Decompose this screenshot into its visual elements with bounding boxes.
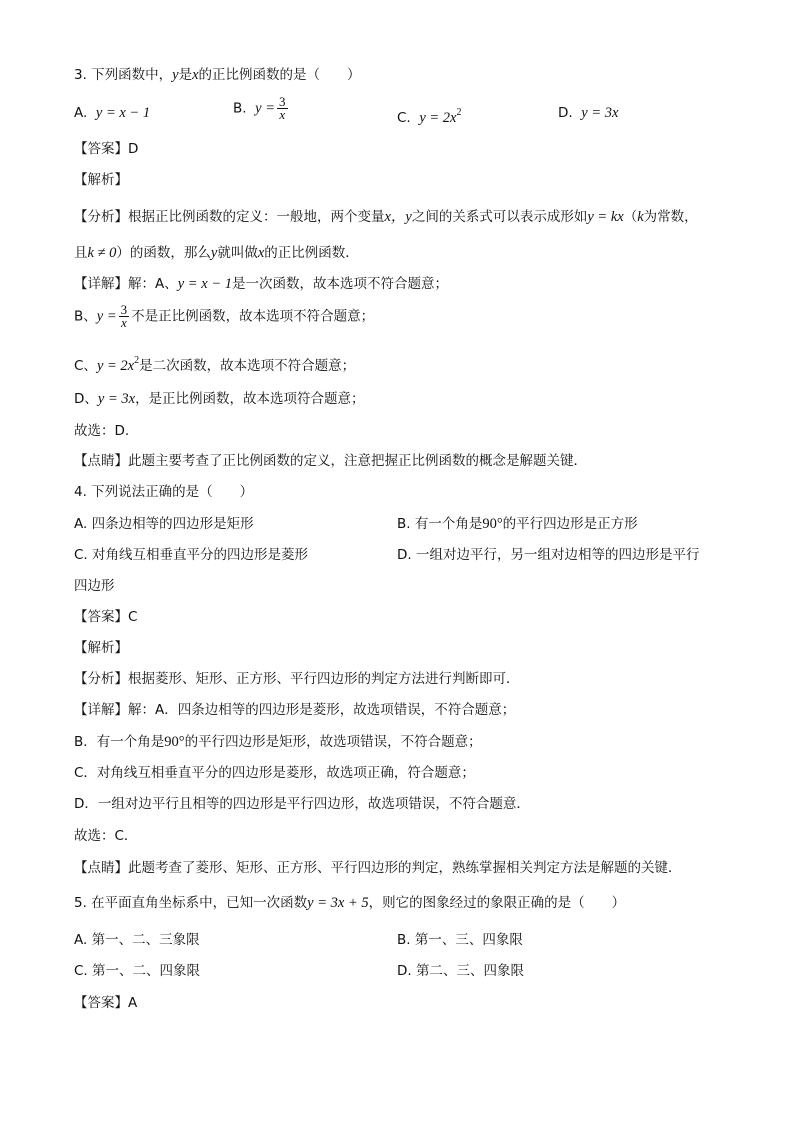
q5-option-d: D. 第二、三、四象限 xyxy=(397,963,524,979)
q5-answer: 【答案】A xyxy=(74,995,138,1011)
q4-dianjing: 【点睛】此题考查了菱形、矩形、正方形、平行四边形的判定，熟练掌握相关判定方法是解题的关键． xyxy=(74,860,682,876)
fraction: $\frac{3}{x}$ xyxy=(120,302,128,330)
q4-option-a: A. 四条边相等的四边形是矩形 xyxy=(74,516,254,532)
q3-option-d: D. y = 3x xyxy=(558,105,619,121)
q5-option-c: C. 第一、二、四象限 xyxy=(74,963,201,979)
q3-fenxi-cont: 且k ≠ 0）的函数，那么y就叫做x的正比例函数． xyxy=(74,245,359,261)
q3-analysis-heading: 【解析】 xyxy=(74,172,128,188)
q4-option-d: D. 一组对边平行，另一组对边相等的四边形是平行 xyxy=(397,547,700,563)
q4-xiangjie-1: 【详解】解：A．四条边相等的四边形是菱形，故选项错误，不符合题意； xyxy=(74,702,516,718)
q4-analysis-heading: 【解析】 xyxy=(74,640,128,656)
q4-xiangjie-4: D．一组对边平行且相等的四边形是平行四边形，故选项错误，不符合题意． xyxy=(74,796,530,812)
q4-option-c: C. 对角线互相垂直平分的四边形是菱形 xyxy=(74,547,309,563)
q3-option-c: C. $y = 2x^2$ xyxy=(397,107,462,126)
fraction: $\frac{3}{x}$ xyxy=(279,94,286,122)
q3-stem: 3. 下列函数中，y是x的正比例函数的是（ ） xyxy=(74,67,361,83)
q3-option-b: B. y = $\frac{3}{x}$ xyxy=(233,94,286,122)
q4-conclusion: 故选：C． xyxy=(74,828,138,844)
q3-xiangjie-2: B、y = $\frac{3}{x}$ 不是正比例函数，故本选项不符合题意； xyxy=(74,302,375,330)
q4-xiangjie-2: B．有一个角是90°的平行四边形是矩形，故选项错误，不符合题意； xyxy=(74,734,482,750)
q3-fenxi: 【分析】根据正比例函数的定义：一般地，两个变量x，y之间的关系式可以表示成形如y = kx（k为常数， xyxy=(74,209,698,225)
q3-xiangjie-4: D、y = 3x，是正比例函数，故本选项符合题意； xyxy=(74,391,365,407)
q4-option-d-cont: 四边形 xyxy=(74,578,115,594)
q4-answer: 【答案】C xyxy=(74,609,138,625)
q3-xiangjie-1: 【详解】解：A、y = x − 1是一次函数，故本选项不符合题意； xyxy=(74,276,448,292)
q4-fenxi: 【分析】根据菱形、矩形、正方形、平行四边形的判定方法进行判断即可． xyxy=(74,671,520,687)
q5-option-b: B. 第一、三、四象限 xyxy=(397,932,523,948)
q5-stem: 5. 在平面直角坐标系中，已知一次函数y = 3x + 5，则它的图象经过的象限正确的是（ ） xyxy=(74,895,626,911)
q3-xiangjie-3: C、$y = 2x^2$是二次函数，故本选项不符合题意； xyxy=(74,355,356,374)
q4-xiangjie-3: C．对角线互相垂直平分的四边形是菱形，故选项正确，符合题意； xyxy=(74,765,475,781)
q3-dianjing: 【点睛】此题主要考查了正比例函数的定义，注意把握正比例函数的概念是解题关键． xyxy=(74,453,587,469)
q5-option-a: A. 第一、二、三象限 xyxy=(74,932,200,948)
q3-conclusion: 故选：D. xyxy=(74,423,130,439)
q3-answer: 【答案】D xyxy=(74,141,139,157)
q4-option-b: B. 有一个角是90°的平行四边形是正方形 xyxy=(397,516,638,532)
q3-option-a: A. y = x − 1 xyxy=(74,105,151,121)
q4-stem: 4. 下列说法正确的是（ ） xyxy=(74,484,254,500)
